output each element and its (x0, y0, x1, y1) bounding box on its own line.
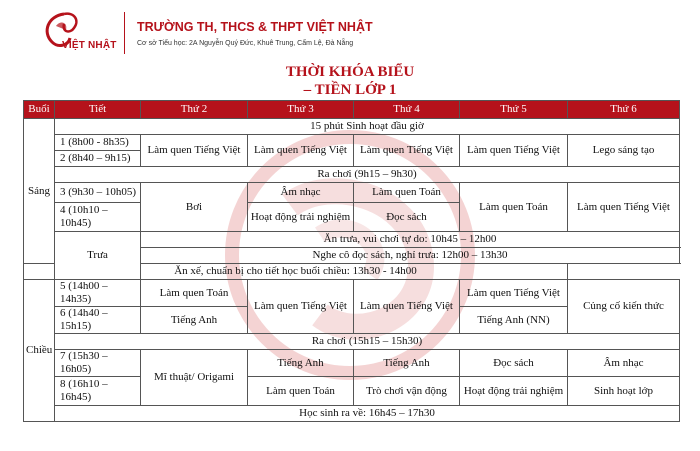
period-2: 2 (8h40 – 9h15) (55, 151, 141, 167)
table-row (24, 406, 680, 422)
cell: Tiếng Anh (354, 350, 460, 377)
col-header-thu6: Thứ 6 (568, 101, 680, 119)
cell: Làm quen Tiếng Việt (568, 183, 680, 232)
cell: Làm quen Toán (460, 183, 568, 232)
table-row (24, 232, 680, 248)
cell: Làm quen Tiếng Việt (248, 135, 354, 167)
logo-text: VIỆT NHẬT (62, 40, 117, 51)
col-header-thu5: Thứ 5 (460, 101, 568, 119)
table-row (24, 167, 680, 183)
sinh-hoat-dau-gio: 15 phút Sinh hoạt đầu giờ (55, 119, 680, 135)
session-sang: Sáng (24, 119, 55, 264)
col-header-tiet: Tiết (55, 101, 141, 119)
cell: Làm quen Tiếng Việt (460, 280, 568, 307)
table-row (24, 119, 680, 135)
period-8: 8 (16h10 – 16h45) (55, 377, 141, 406)
cell: Âm nhạc (568, 350, 680, 377)
cell: Sinh hoạt lớp (568, 377, 680, 406)
cell: Âm nhạc (248, 183, 354, 203)
table-row (24, 377, 680, 406)
cell: Làm quen Tiếng Việt (354, 280, 460, 334)
header-row (24, 101, 680, 119)
cell: Đọc sách (460, 350, 568, 377)
table-row (24, 350, 680, 377)
school-name: TRƯỜNG TH, THCS & THPT VIỆT NHẬT (137, 20, 373, 34)
table-row (24, 183, 680, 203)
cell: Tiếng Anh (141, 307, 248, 334)
an-xe: Ăn xế, chuẩn bị cho tiết học buổi chiều: 13h30 - 14h00 (24, 264, 568, 280)
header (0, 0, 700, 60)
page-title: THỜI KHÓA BIỂU (285, 64, 415, 80)
page-subtitle: – TIỀN LỚP 1 (303, 82, 397, 98)
cell: Làm quen Toán (248, 377, 354, 406)
cell: Làm quen Tiếng Việt (460, 135, 568, 167)
cell: Trò chơi vận động (354, 377, 460, 406)
hoc-sinh-ra-ve: Học sinh ra về: 16h45 – 17h30 (55, 406, 680, 422)
period-1: 1 (8h00 - 8h35) (55, 135, 141, 151)
col-header-buoi: Buổi (24, 101, 55, 119)
cell: Làm quen Tiếng Việt (354, 135, 460, 167)
cell: Hoạt động trải nghiệm (460, 377, 568, 406)
col-header-thu4: Thứ 4 (354, 101, 460, 119)
col-header-thu2: Thứ 2 (141, 101, 248, 119)
period-7: 7 (15h30 – 16h05) (55, 350, 141, 377)
an-trua: Ăn trưa, vui chơi tự do: 10h45 – 12h00 (141, 232, 680, 248)
table-row (24, 280, 680, 307)
cell: Đọc sách (354, 203, 460, 232)
col-header-thu3: Thứ 3 (248, 101, 354, 119)
ra-choi-sang: Ra chơi (9h15 – 9h30) (55, 167, 680, 183)
period-4: 4 (10h10 – 10h45) (55, 203, 141, 232)
cell: Mĩ thuật/ Origami (141, 350, 248, 406)
ra-choi-chieu: Ra chơi (15h15 – 15h30) (55, 334, 680, 350)
session-chieu: Chiều (24, 280, 55, 422)
cell: Củng cố kiến thức (568, 280, 680, 334)
cell: Làm quen Tiếng Việt (248, 280, 354, 334)
cell: Làm quen Toán (354, 183, 460, 203)
cell: Hoạt động trải nghiệm (248, 203, 354, 232)
period-6: 6 (14h40 – 15h15) (55, 307, 141, 334)
nghi-trua: Nghe cô đọc sách, nghỉ trưa: 12h00 – 13h30 (141, 248, 680, 264)
cell: Bơi (141, 183, 248, 232)
table-row (24, 135, 680, 151)
cell: Làm quen Tiếng Việt (141, 135, 248, 167)
cell: Làm quen Toán (141, 280, 248, 307)
period-5: 5 (14h00 – 14h35) (55, 280, 141, 307)
cell: Tiếng Anh (NN) (460, 307, 568, 334)
timetable (23, 100, 680, 422)
school-address: Cơ sở Tiểu học: 2A Nguyễn Quý Đức, Khuê Trung, Cẩm Lệ, Đà Nẵng (137, 40, 354, 47)
period-3: 3 (9h30 – 10h05) (55, 183, 141, 203)
cell: Lego sáng tạo (568, 135, 680, 167)
table-row (24, 264, 680, 280)
table-row (24, 334, 680, 350)
session-trua: Trưa (55, 232, 141, 280)
header-divider (124, 12, 125, 54)
cell: Tiếng Anh (248, 350, 354, 377)
